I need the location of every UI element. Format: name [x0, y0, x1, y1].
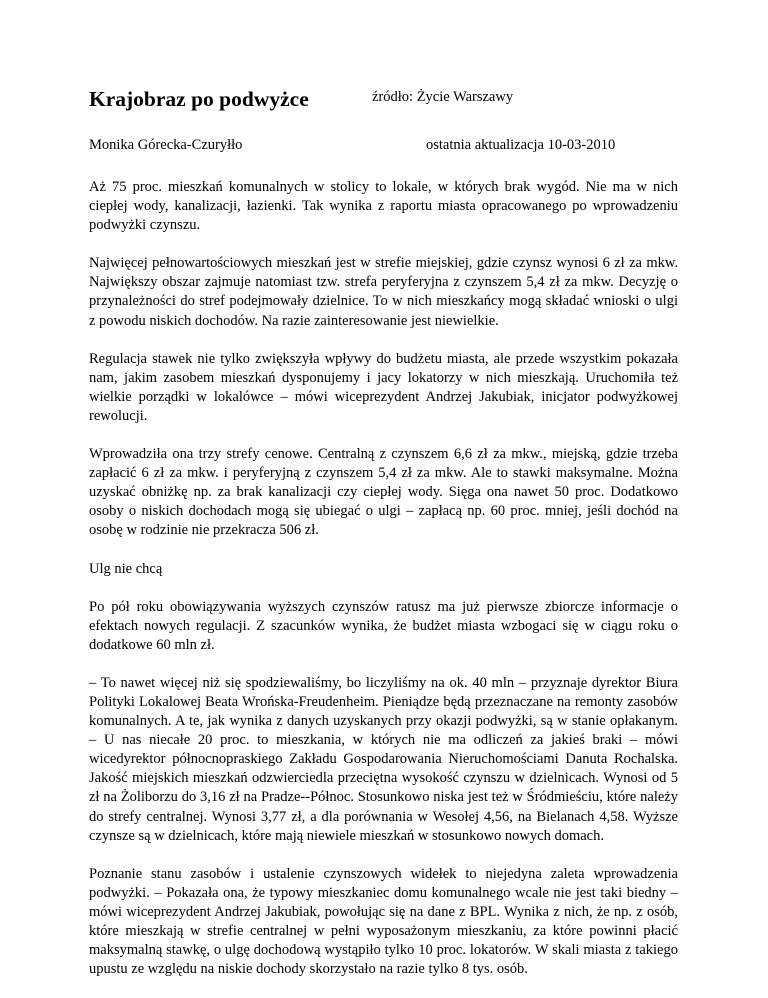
- section-subheading: Ulg nie chcą: [89, 560, 163, 577]
- byline-row: [89, 137, 678, 157]
- paragraph: Regulacja stawek nie tylko zwiększyła wpływy do budżetu miasta, ale przede wszystkim pokazała nam, jakim zasobem mieszkań dysponujemy i jacy lokatorzy w nich mieszkają. Uruchomiła też wielkie porządki w lokalówce – mówi wiceprezydent Andrzej Jakubiak, inicjator podwyżkowej rewolucji.: [89, 350, 678, 424]
- article-updated-date: ostatnia aktualizacja 10-03-2010: [426, 137, 616, 153]
- paragraph: Po pół roku obowiązywania wyższych czynszów ratusz ma już pierwsze zbiorcze informacje o efektach nowych regulacji. Z szacunków wynika, że budżet miasta wzbogaci się w ciągu roku o dodatkowe 60 mln zł.: [89, 598, 678, 653]
- paragraph: Aż 75 proc. mieszkań komunalnych w stolicy to lokale, w których brak wygód. Nie ma w nich ciepłej wody, kanalizacji, łazienki. Tak wynika z raportu miasta opracowanego po wprowadzeniu podwyżki czynszu.: [89, 179, 678, 234]
- article-title: Krajobraz po podwyżce: [89, 87, 309, 111]
- paragraph: Najwięcej pełnowartościowych mieszkań jest w strefie miejskiej, gdzie czynsz wynosi 6 zł za mkw. Największy obszar zajmuje natomiast tzw. strefa peryferyjna z czynszem 5,4 zł za mkw. Decyzję o przynależności do stref podejmowały dzielnice. To w nich mieszkańcy mogą składać wnioski o ulgi z powodu niskich dochodów. Na razie zainteresowanie jest niewielkie.: [89, 255, 678, 329]
- article-source: źródło: Życie Warszawy: [372, 89, 514, 105]
- paragraph: Poznanie stanu zasobów i ustalenie czynszowych widełek to niejedyna zaleta wprowadzenia podwyżki. – Pokazała ona, że typowy mieszkaniec domu komunalnego wcale nie jest taki biedny – mówi wiceprezydent Andrzej Jakubiak, powołując się na dane z BPL. Wynika z nich, że np. z osób, które mieszkają w strefie centralnej w pełni wyposażonym mieszkaniu, za które powinni płacić maksymalną stawkę, o ulgę dochodową wystąpiło tylko 10 proc. lokatorów. W skali miasta z takiego upustu ze względu na niskie dochody skorzystało na razie tylko 8 tys. osób.: [89, 865, 678, 978]
- paragraph: – To nawet więcej niż się spodziewaliśmy, bo liczyliśmy na ok. 40 mln – przyznaje dyrektor Biura Polityki Lokalowej Beata Wrońska-Freudenheim. Pieniądze będą przeznaczane na remonty zasobów komunalnych. A te, jak wynika z danych uzyskanych przy okazji podwyżki, są w stanie opłakanym. – U nas niecałe 20 proc. to mieszkania, w których nie ma odliczeń za jakieś braki – mówi wicedyrektor północnopraskiego Zakładu Gospodarowania Nieruchomościami Danuta Rochalska. Jakość miejskich mieszkań odzwierciedla przeciętna wysokość czynszu w dzielnicach. Wynosi od 5 zł na Żoliborzu do 3,16 zł na Pradze--Północ. Stosunkowo niska jest też w Śródmieściu, które należy do strefy centralnej. Wynosi 3,77 zł, a dla porównania w Wesołej 4,56, na Bielanach 4,58. Wyższe czynsze są w dzielnicach, które mają niewiele mieszkań w stosunkowo nowych domach.: [89, 674, 678, 844]
- article-body: [89, 178, 678, 998]
- header-row: [89, 87, 678, 111]
- article-author: Monika Górecka-Czuryłło: [89, 137, 243, 153]
- paragraph: Wprowadziła ona trzy strefy cenowe. Centralną z czynszem 6,6 zł za mkw., miejską, gdzie trzeba zapłacić 6 zł za mkw. i peryferyjną z czynszem 5,4 zł za mkw. Ale to stawki maksymalne. Można uzyskać obniżkę np. za brak kanalizacji czy ciepłej wody. Sięga ona nawet 50 proc. Dodatkowo osoby o niskich dochodach mogą się ubiegać o ulgi – zapłacą np. 60 proc. mniej, jeśli dochód na osobę w rodzinie nie przekracza 506 zł.: [89, 446, 678, 539]
